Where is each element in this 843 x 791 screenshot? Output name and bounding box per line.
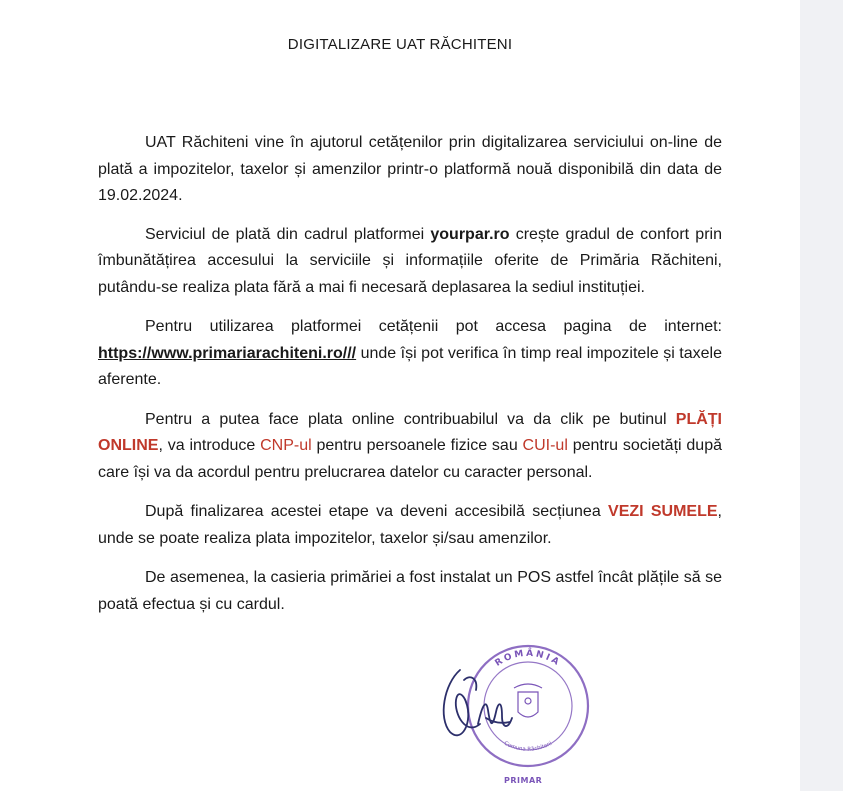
signature-and-stamp <box>430 640 590 790</box>
paragraph-website-text-before: Pentru utilizarea platformei cetățenii pot accesa pagina de internet: <box>145 318 722 335</box>
paragraph-pos: De asemenea, la casieria primăriei a fost instalat un POS astfel încât plățile să se poată efectua și cu cardul. <box>98 569 722 613</box>
viewer-background-strip <box>800 0 843 791</box>
paragraph-payment-part4: pentru societăți după care își va da acordul pentru prelucrarea datelor cu caracter personal. <box>98 437 722 481</box>
signature <box>444 670 512 735</box>
website-link[interactable]: https://www.primariarachiteni.ro/// <box>98 344 357 362</box>
paragraph-intro: UAT Răchiteni vine în ajutorul cetățenilor prin digitalizarea serviciului on-line de plată a impozitelor, taxelor și amenzilor printr-o platformă nouă disponibilă din data de 19.02.2024. <box>98 134 722 204</box>
view-amounts-label: VEZI SUMELE <box>608 503 718 520</box>
platform-name: yourpar.ro <box>430 225 510 243</box>
coat-of-arms-icon <box>514 684 542 717</box>
cnp-label: CNP-ul <box>260 437 312 454</box>
paragraph-view-amounts <box>98 499 722 552</box>
document-title: DIGITALIZARE UAT RĂCHITENI <box>287 36 513 53</box>
paragraph-website-text-after: unde își pot verifica în timp real impozitele și taxele aferente. <box>98 344 722 388</box>
paragraph-payment-part3: pentru persoanele fizice sau <box>311 437 523 454</box>
stamp-top-text: ROMÂNIA <box>493 648 563 669</box>
online-payments-label: PLĂȚI ONLINE <box>98 410 722 454</box>
cui-label: CUI-ul <box>522 437 568 454</box>
document-body <box>98 130 722 632</box>
paragraph-view-amounts-before: După finalizarea acestei etape va deveni accesibilă secțiunea <box>145 503 609 520</box>
stamp-bottom-text: PRIMAR <box>504 776 543 785</box>
paragraph-platform-text-after: crește gradul de confort prin îmbunătățirea accesului la serviciile și informațiile oferite de Primăria Răchiteni, putându-se realiza plata fără a mai fi necesară deplasarea la sediul instituției. <box>98 225 722 296</box>
paragraph-platform-text-before: Serviciul de plată din cadrul platformei <box>145 225 431 243</box>
paragraph-platform <box>98 222 722 302</box>
paragraph-payment-steps <box>98 407 722 487</box>
paragraph-payment-part1: Pentru a putea face plata online contribuabilul va da clik pe butinul <box>145 410 676 428</box>
stamp-seal <box>430 640 590 790</box>
paragraph-view-amounts-after: , unde se poate realiza plata impozitelor, taxelor și/sau amenzilor. <box>98 503 722 547</box>
paragraph-website <box>98 314 722 394</box>
stamp-inner-text: Comuna Răchiteni <box>502 740 554 753</box>
paragraph-payment-part2: , va introduce <box>158 437 261 454</box>
